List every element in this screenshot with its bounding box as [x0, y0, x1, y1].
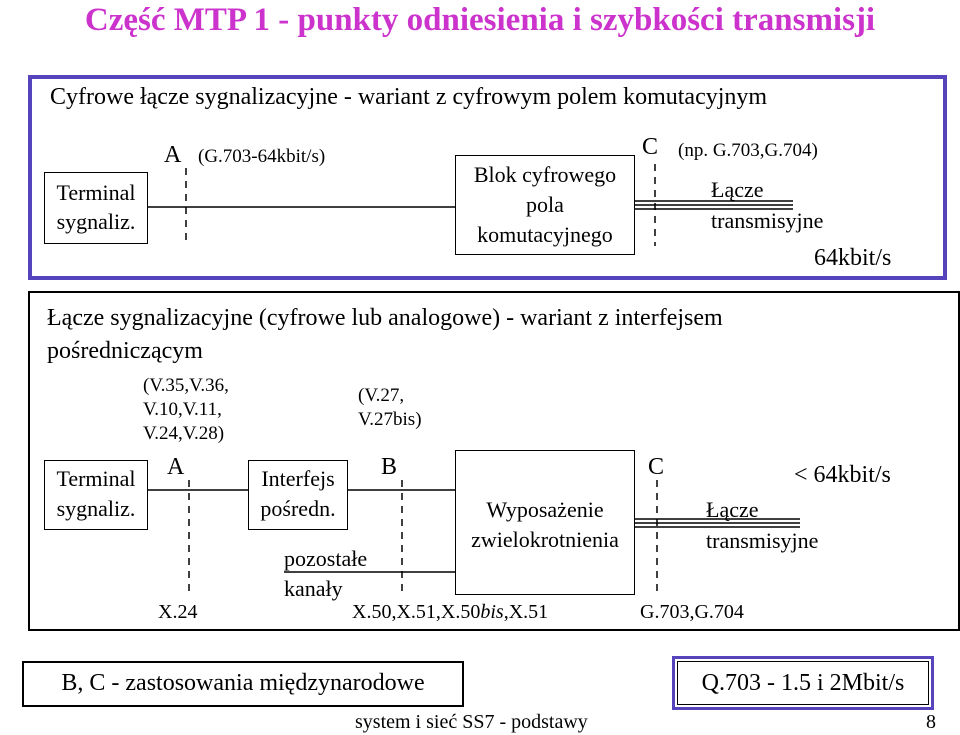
bottom-panel-heading-1: Łącze sygnalizacyjne (cyfrowe lub analogowe) - wariant z interfejsem [47, 305, 723, 331]
interface-label-1: Interfejs [261, 466, 335, 491]
top-transmission-link [635, 201, 793, 209]
top-switch-block-label-3: komutacyjnego [477, 222, 613, 247]
x50-standards-bis: bis [480, 601, 504, 623]
bottom-link-label-1: Łącze [706, 497, 759, 522]
bottom-point-c: C [648, 454, 665, 480]
x50-standards-suffix: ,X.51 [503, 601, 549, 623]
x50-standards-prefix: X.50,X.51,X.50 [352, 601, 481, 623]
bottom-point-a: A [167, 454, 185, 480]
bottom-terminal-label-1: Terminal [56, 466, 136, 491]
footer-text: system i sieć SS7 - podstawy [355, 711, 588, 733]
bottom-terminal-label-2: sygnaliz. [56, 496, 136, 521]
interface-label-2: pośredn. [260, 496, 336, 521]
bottom-rate: < 64kbit/s [794, 462, 891, 488]
multiplex-equipment-label-2: zwielokrotnienia [471, 527, 619, 552]
top-switch-block-label-2: pola [526, 192, 564, 217]
page-number: 8 [926, 711, 936, 733]
top-point-c-standard: (np. G.703,G.704) [678, 140, 818, 161]
g703-standards: G.703,G.704 [640, 601, 744, 623]
top-rate: 64kbit/s [814, 245, 892, 271]
top-link-label-1: Łącze [711, 177, 764, 202]
x24-standard: X.24 [158, 601, 198, 623]
top-point-c: C [642, 134, 659, 160]
bottom-transmission-link [635, 519, 800, 527]
top-link-label-2: transmisyjne [711, 208, 824, 233]
top-point-a: A [164, 142, 182, 168]
bottom-link-label-2: transmisyjne [706, 528, 819, 553]
top-panel-heading: Cyfrowe łącze sygnalizacyjne - wariant z cyfrowym polem komutacyjnym [50, 84, 768, 110]
a-standards-3: V.24,V.28) [143, 423, 225, 444]
other-channels-label-2: kanały [284, 576, 343, 601]
other-channels-label-1: pozostałe [284, 546, 368, 571]
page-title: Część MTP 1 - punkty odniesienia i szybkości transmisji [84, 2, 876, 38]
multiplex-equipment-label-1: Wyposażenie [486, 497, 604, 522]
q703-note: Q.703 - 1.5 i 2Mbit/s [701, 670, 905, 696]
b-standards-2: V.27bis) [358, 409, 422, 430]
bottom-panel-heading-2: pośredniczącym [47, 338, 203, 364]
bottom-point-b: B [381, 454, 398, 480]
a-standards-1: (V.35,V.36, [143, 375, 229, 396]
international-note: B, C - zastosowania międzynarodowe [61, 670, 425, 696]
top-switch-block-label-1: Blok cyfrowego [473, 162, 617, 187]
b-standards-1: (V.27, [358, 385, 405, 406]
top-point-a-standard: (G.703-64kbit/s) [198, 146, 326, 167]
a-standards-2: V.10,V.11, [143, 399, 222, 420]
top-terminal-label-2: sygnaliz. [56, 209, 136, 234]
top-terminal-label-1: Terminal [56, 180, 136, 205]
